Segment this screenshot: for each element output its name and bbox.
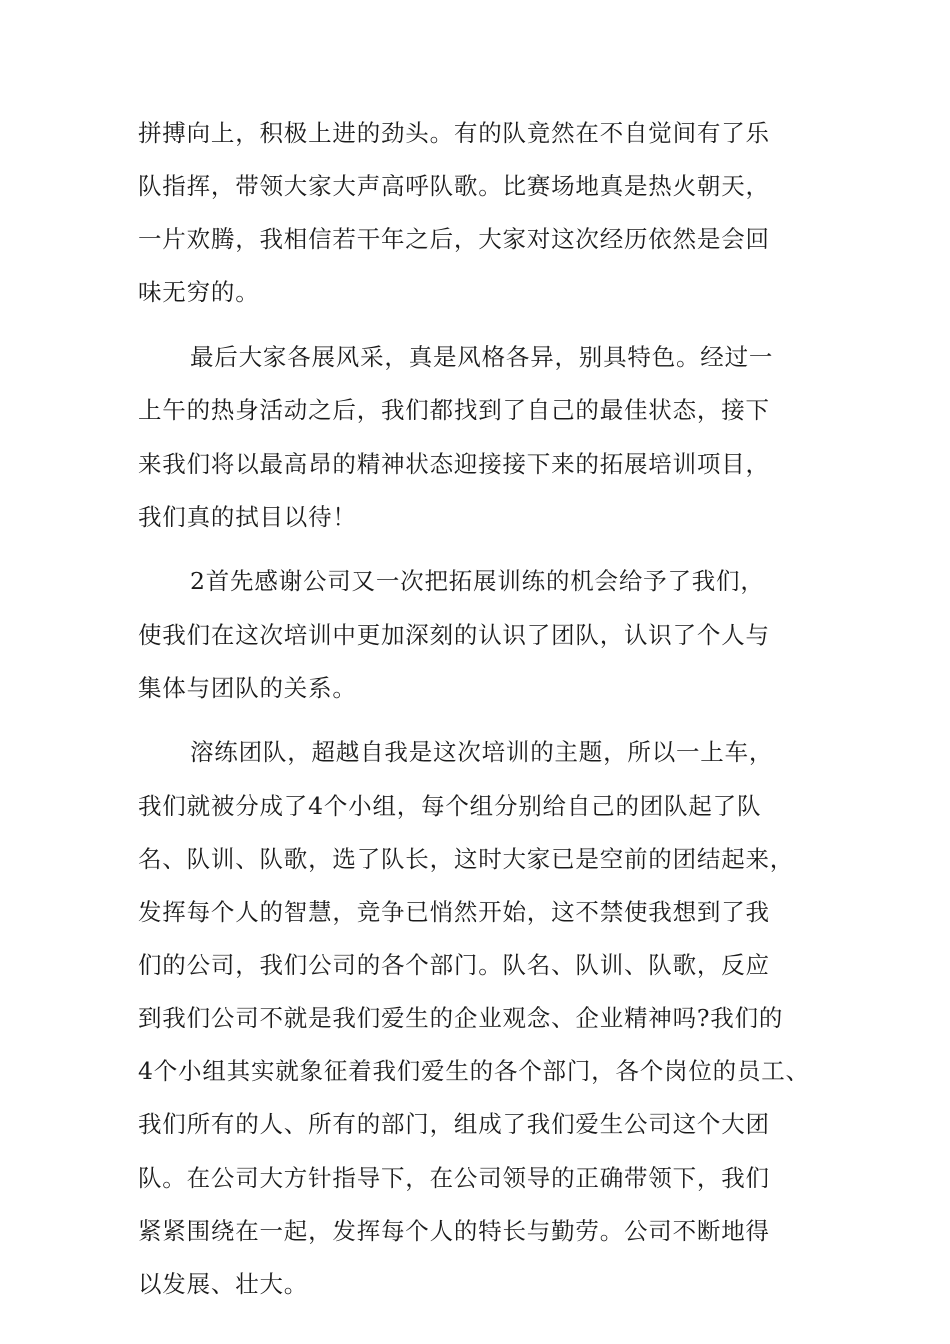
text-line: 集体与团队的关系。	[138, 674, 357, 702]
text-line: 队指挥，带领大家大声高呼队歌。比赛场地真是热火朝天，	[138, 172, 770, 200]
text-line: 队。在公司大方针指导下，在公司领导的正确带领下，我们	[138, 1164, 770, 1192]
text-line: 我们就被分成了4个小组，每个组分别给自己的团队起了队	[138, 792, 762, 820]
text-line: 4个小组其实就象征着我们爱生的各个部门，各个岗位的员工、	[138, 1057, 810, 1085]
paragraph-first-line: 2首先感谢公司又一次把拓展训练的机会给予了我们，	[190, 567, 765, 595]
text-line: 发挥每个人的智慧，竞争已悄然开始，这不禁使我想到了我	[138, 898, 770, 926]
paragraph-first-line: 最后大家各展风采，真是风格各异，别具特色。经过一	[190, 343, 774, 371]
text-line: 到我们公司不就是我们爱生的企业观念、企业精神吗?我们的	[138, 1004, 784, 1032]
text-line: 一片欢腾，我相信若干年之后，大家对这次经历依然是会回	[138, 225, 770, 253]
text-line: 使我们在这次培训中更加深刻的认识了团队，认识了个人与	[138, 621, 770, 649]
text-line: 紧紧围绕在一起，发挥每个人的特长与勤劳。公司不断地得	[138, 1217, 770, 1245]
text-line: 上午的热身活动之后，我们都找到了自己的最佳状态，接下	[138, 396, 770, 424]
text-line: 来我们将以最高昂的精神状态迎接接下来的拓展培训项目，	[138, 450, 770, 478]
text-line: 我们所有的人、所有的部门，组成了我们爱生公司这个大团	[138, 1110, 770, 1138]
text-line: 味无穷的。	[138, 278, 260, 306]
text-line: 拼搏向上，积极上进的劲头。有的队竟然在不自觉间有了乐	[138, 119, 770, 147]
paragraph-first-line: 溶练团队，超越自我是这次培训的主题，所以一上车，	[190, 738, 774, 766]
text-line: 名、队训、队歌，选了队长，这时大家已是空前的团结起来，	[138, 845, 795, 873]
text-line: 以发展、壮大。	[138, 1270, 309, 1298]
text-line: 我们真的拭目以待！	[138, 503, 357, 531]
text-line: 们的公司，我们公司的各个部门。队名、队训、队歌，反应	[138, 951, 770, 979]
